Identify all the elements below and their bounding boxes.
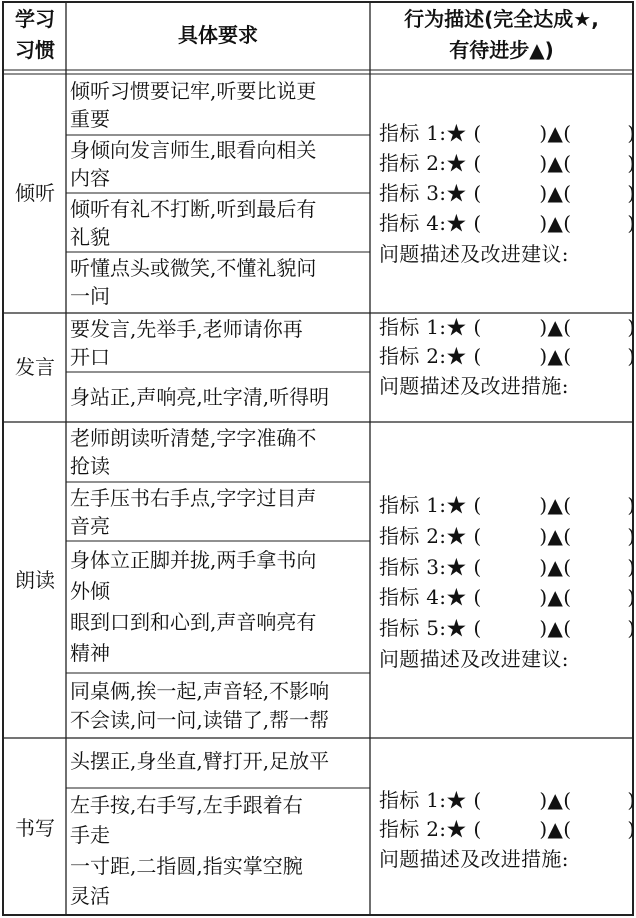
triangle-icon: ▲ xyxy=(547,151,564,175)
header-habit-line-2: 习惯 xyxy=(15,38,55,62)
indicator-row: 指标 2:★ ( )▲( ) xyxy=(379,344,636,368)
header-habit-line-1: 学习 xyxy=(15,7,55,31)
requirement-line: 头摆正,身坐直,臂打开,足放平 xyxy=(70,749,330,773)
triangle-icon: ▲ xyxy=(547,788,564,812)
indicator-label: 指标 1: xyxy=(379,493,447,517)
requirement-line: 同桌俩,挨一起,声音轻,不影响 xyxy=(70,679,330,703)
triangle-icon: ▲ xyxy=(547,616,564,640)
section-writing-name: 书写 xyxy=(15,816,55,840)
indicator-label: 指标 4: xyxy=(379,585,447,609)
triangle-icon: ▲ xyxy=(547,315,564,339)
requirement-line: 要发言,先举手,老师请你再 xyxy=(70,317,303,341)
indicator-row: 指标 3:★ ( )▲( ) xyxy=(379,181,636,205)
star-icon: ★ xyxy=(446,211,467,235)
requirement-line: 灵活 xyxy=(70,884,110,908)
indicator-row: 指标 2:★ ( )▲( ) xyxy=(379,817,636,841)
indicator-label: 指标 5: xyxy=(379,616,447,640)
requirement-line: 身站正,声响亮,吐字清,听得明 xyxy=(70,385,330,409)
star-icon: ★ xyxy=(446,344,467,368)
star-icon: ★ xyxy=(446,788,467,812)
requirement-line: 精神 xyxy=(70,641,110,665)
triangle-icon: ▲ xyxy=(547,817,564,841)
requirement-line: 一问 xyxy=(70,284,110,308)
indicator-label: 指标 3: xyxy=(379,181,447,205)
indicator-row: 指标 1:★ ( )▲( ) xyxy=(379,315,636,339)
requirement-line: 外倾 xyxy=(70,579,110,603)
indicator-row: 指标 4:★ ( )▲( ) xyxy=(379,211,636,235)
requirement-line: 内容 xyxy=(70,166,110,190)
requirement-line: 倾听习惯要记牢,听要比说更 xyxy=(70,79,317,103)
star-icon: ★ xyxy=(446,555,467,579)
requirement-line: 左手压书右手点,字字过目声 xyxy=(70,486,317,510)
requirement-line: 音亮 xyxy=(70,514,110,538)
triangle-icon: ▲ xyxy=(547,121,564,145)
requirement-line: 抢读 xyxy=(70,454,110,478)
requirement-line: 左手按,右手写,左手跟着右 xyxy=(70,793,303,817)
indicator-row: 指标 2:★ ( )▲( ) xyxy=(379,524,636,548)
indicator-label: 指标 3: xyxy=(379,555,447,579)
star-icon: ★ xyxy=(446,493,467,517)
requirement-line: 不会读,问一问,读错了,帮一帮 xyxy=(70,708,330,732)
requirement-line: 老师朗读听清楚,字字准确不 xyxy=(70,426,317,450)
requirement-line: 眼到口到和心到,声音响亮有 xyxy=(70,610,317,634)
header-behavior-line-2: 有待进步▲) xyxy=(449,38,554,62)
triangle-icon: ▲ xyxy=(547,585,564,609)
requirement-line: 重要 xyxy=(70,107,110,131)
star-icon: ★ xyxy=(446,817,467,841)
section-reading-name: 朗读 xyxy=(15,568,55,592)
triangle-icon: ▲ xyxy=(547,524,564,548)
triangle-icon: ▲ xyxy=(547,211,564,235)
star-icon: ★ xyxy=(446,121,467,145)
header-requirement: 具体要求 xyxy=(178,23,258,47)
indicator-label: 指标 2: xyxy=(379,524,447,548)
section-speaking-name: 发言 xyxy=(15,355,55,379)
star-icon: ★ xyxy=(446,616,467,640)
requirement-line: 倾听有礼不打断,听到最后有 xyxy=(70,197,317,221)
indicator-row: 指标 1:★ ( )▲( ) xyxy=(379,121,636,145)
indicator-label: 指标 2: xyxy=(379,817,447,841)
triangle-icon: ▲ xyxy=(547,555,564,579)
indicator-row: 指标 2:★ ( )▲( ) xyxy=(379,151,636,175)
star-icon: ★ xyxy=(446,585,467,609)
requirement-line: 开口 xyxy=(70,345,110,369)
header-behavior-line-1: 行为描述(完全达成★, xyxy=(404,7,599,31)
indicator-row: 指标 4:★ ( )▲( ) xyxy=(379,585,636,609)
star-icon: ★ xyxy=(446,315,467,339)
indicator-label: 指标 1: xyxy=(379,788,447,812)
indicator-label: 指标 2: xyxy=(379,344,447,368)
requirement-line: 身倾向发言师生,眼看向相关 xyxy=(70,138,317,162)
requirement-line: 身体立正脚并拢,两手拿书向 xyxy=(70,548,317,572)
indicator-row: 指标 1:★ ( )▲( ) xyxy=(379,493,636,517)
star-icon: ★ xyxy=(446,181,467,205)
requirement-line: 一寸距,二指圆,指实掌空腕 xyxy=(70,854,303,878)
star-icon: ★ xyxy=(446,524,467,548)
improvement-note: 问题描述及改进措施: xyxy=(379,374,569,398)
indicator-row: 指标 3:★ ( )▲( ) xyxy=(379,555,636,579)
indicator-label: 指标 2: xyxy=(379,151,447,175)
triangle-icon: ▲ xyxy=(547,181,564,205)
requirement-line: 手走 xyxy=(70,823,110,847)
triangle-icon: ▲ xyxy=(547,344,564,368)
triangle-icon: ▲ xyxy=(547,493,564,517)
indicator-label: 指标 1: xyxy=(379,315,447,339)
indicator-row: 指标 1:★ ( )▲( ) xyxy=(379,788,636,812)
improvement-note: 问题描述及改进措施: xyxy=(379,847,569,871)
indicator-label: 指标 1: xyxy=(379,121,447,145)
indicator-label: 指标 4: xyxy=(379,211,447,235)
requirement-line: 礼貌 xyxy=(70,225,110,249)
requirement-line: 听懂点头或微笑,不懂礼貌问 xyxy=(70,256,317,280)
indicator-row: 指标 5:★ ( )▲( ) xyxy=(379,616,636,640)
section-listening-name: 倾听 xyxy=(15,181,55,205)
improvement-note: 问题描述及改进建议: xyxy=(379,647,569,671)
improvement-note: 问题描述及改进建议: xyxy=(379,242,569,266)
star-icon: ★ xyxy=(446,151,467,175)
